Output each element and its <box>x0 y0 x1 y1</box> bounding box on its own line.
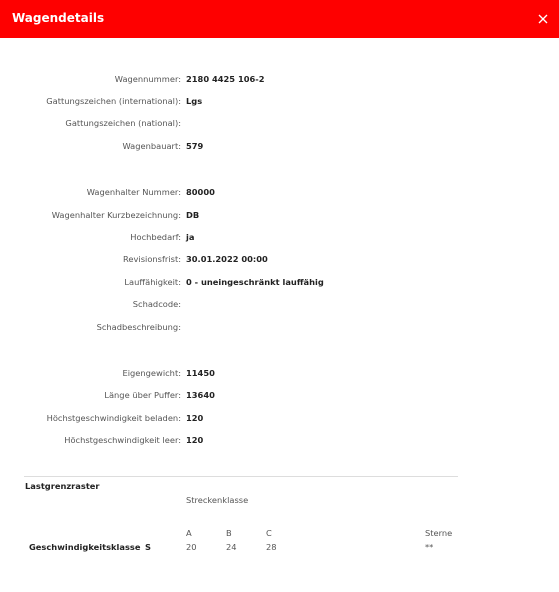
detail-label: Gattungszeichen (national): <box>65 118 181 128</box>
detail-row-laenge-ueber-puffer <box>0 388 559 402</box>
detail-row-gattungszeichen-international <box>0 94 559 108</box>
geschwindigkeitsklasse-value: S <box>145 542 151 552</box>
detail-row-hoechstgeschwindigkeit-beladen <box>0 411 559 425</box>
sterne-value: ** <box>425 542 434 552</box>
detail-label: Hochbedarf: <box>130 232 181 242</box>
detail-value: 13640 <box>186 390 215 400</box>
detail-row-schadbeschreibung <box>0 320 559 334</box>
detail-label: Höchstgeschwindigkeit beladen: <box>46 413 181 423</box>
detail-row-eigengewicht <box>0 366 559 380</box>
detail-label: Lauffähigkeit: <box>124 277 181 287</box>
detail-row-wagenbauart <box>0 139 559 153</box>
detail-label: Eigengewicht: <box>122 368 181 378</box>
sterne-label: Sterne <box>425 528 453 538</box>
detail-label: Wagenbauart: <box>122 141 181 151</box>
detail-value: 11450 <box>186 368 215 378</box>
section-divider <box>24 476 458 477</box>
detail-value: DB <box>186 210 200 220</box>
detail-label: Länge über Puffer: <box>104 390 181 400</box>
detail-row-schadcode <box>0 297 559 311</box>
detail-row-hochbedarf <box>0 230 559 244</box>
detail-row-hoechstgeschwindigkeit-leer <box>0 433 559 447</box>
detail-value: 80000 <box>186 187 215 197</box>
detail-label: Schadbeschreibung: <box>96 322 181 332</box>
detail-label: Schadcode: <box>132 299 181 309</box>
detail-value: 30.01.2022 00:00 <box>186 254 268 264</box>
column-header-c: C <box>266 528 272 538</box>
detail-row-gattungszeichen-national <box>0 116 559 130</box>
detail-label: Höchstgeschwindigkeit leer: <box>64 435 181 445</box>
value-c: 28 <box>266 542 277 552</box>
detail-value: 579 <box>186 141 204 151</box>
detail-label: Wagenhalter Kurzbezeichnung: <box>51 210 181 220</box>
close-icon-glyph <box>535 11 551 27</box>
column-header-b: B <box>226 528 232 538</box>
detail-value: 0 - uneingeschränkt lauffähig <box>186 277 324 287</box>
detail-row-wagenhalter-kurzbezeichnung <box>0 208 559 222</box>
streckenklasse-label: Streckenklasse <box>186 495 249 505</box>
value-a: 20 <box>186 542 197 552</box>
close-icon[interactable] <box>535 11 551 27</box>
value-b: 24 <box>226 542 237 552</box>
detail-value: 120 <box>186 435 204 445</box>
detail-value: Lgs <box>186 96 203 106</box>
detail-value: 120 <box>186 413 204 423</box>
dialog-title: Wagendetails <box>12 11 105 25</box>
detail-row-revisionsfrist <box>0 252 559 266</box>
detail-label: Wagenhalter Nummer: <box>86 187 181 197</box>
dialog-header <box>0 0 559 38</box>
detail-value: 2180 4425 106-2 <box>186 74 265 84</box>
detail-row-wagenhalter-nummer <box>0 185 559 199</box>
detail-row-wagennummer <box>0 72 559 86</box>
column-header-a: A <box>186 528 192 538</box>
detail-value: ja <box>186 232 195 242</box>
lastgrenzraster-title: Lastgrenzraster <box>25 481 100 491</box>
detail-label: Wagennummer: <box>114 74 181 84</box>
detail-label: Gattungszeichen (international): <box>46 96 181 106</box>
detail-row-lauffaehigkeit <box>0 275 559 289</box>
geschwindigkeitsklasse-label: Geschwindigkeitsklasse <box>29 542 141 552</box>
detail-label: Revisionsfrist: <box>122 254 181 264</box>
